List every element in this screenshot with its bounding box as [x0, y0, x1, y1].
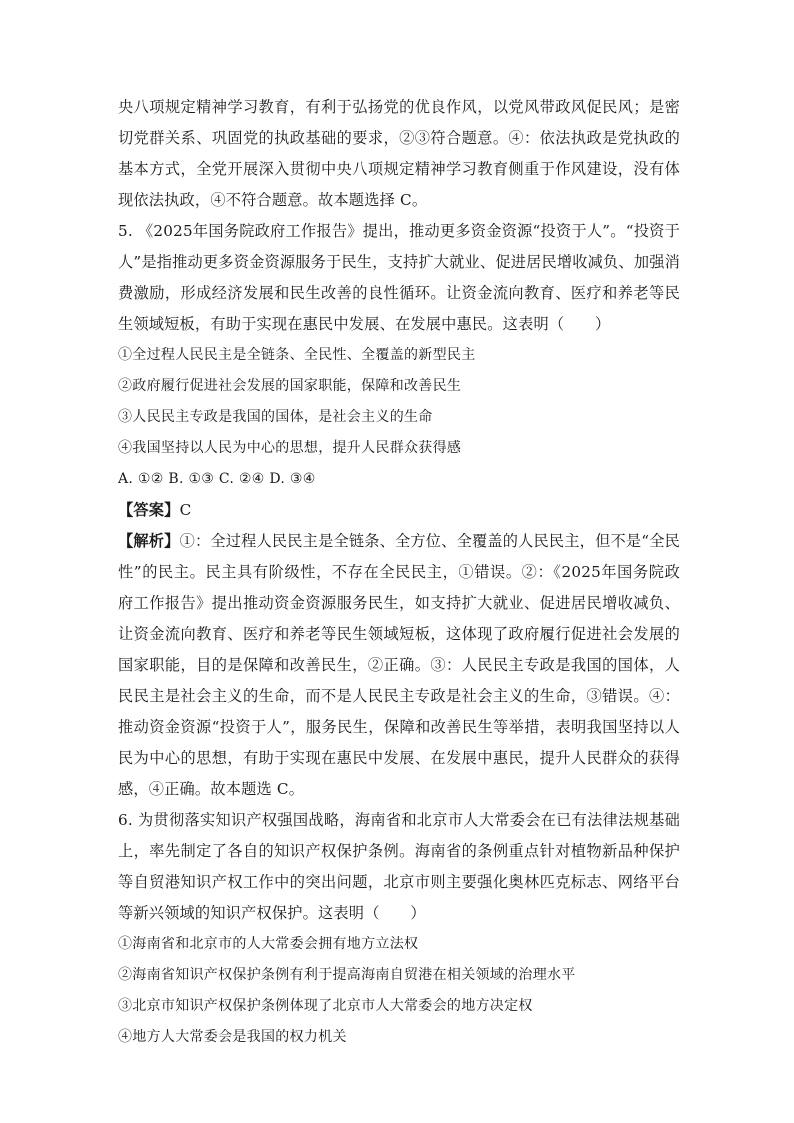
question-5-stem: 5. 《2025年国务院政府工作报告》提出，推动更多资金资源“投资于人”。“投资于人”是指推动更多资金资源服务于民生，支持扩大就业、促进居民增收减负、加强消费激励，形成经济发展和民生改善的良性循环。让资金流向教育、医疗和养老等民生领域短板，有助于实现在惠民中发展、在发展中惠民。这表明（ ） — [118, 222, 680, 333]
question-6-option-4: ④地方人大常委会是我国的权力机关 — [118, 1029, 347, 1045]
question-5-analysis — [118, 526, 680, 805]
analysis-text: ①：全过程人民民主是全链条、全方位、全覆盖的人民民主，但不是“全民性”的民主。民主具有阶级性，不存在全民民主，①错误。②：《2025年国务院政府工作报告》提出推动资金资源服务民生，如支持扩大就业、促进居民增收减负、让资金流向教育、医疗和养老等民生领域短板，这体现了政府履行促进社会发展的国家职能，目的是保障和改善民生，②正确。③：人民民主专政是我国的国体，人民民主是社会主义的生命，而不是人民民主专政是社会主义的生命，③错误。④：推动资金资源“投资于人”，服务民生，保障和改善民生等举措，表明我国坚持以人民为中心的思想，有助于实现在惠民中发展、在发展中惠民，提升人民群众的获得感，④正确。故本题选 C。 — [118, 532, 680, 798]
question-6-stem: 6. 为贯彻落实知识产权强国战略，海南省和北京市人大常委会在已有法律法规基础上，率先制定了各自的知识产权保护条例。海南省的条例重点针对植物新品种保护等自贸港知识产权工作中的突出问题，北京市则主要强化奥林匹克标志、网络平台等新兴领域的知识产权保护。这表明（ ） — [118, 811, 680, 922]
question-5-option-1: ①全过程人民民主是全链条、全民性、全覆盖的新型民主 — [118, 347, 476, 363]
question-6-option-1: ①海南省和北京市的人大常委会拥有地方立法权 — [118, 936, 419, 952]
question-5-option-4: ④我国坚持以人民为中心的思想，提升人民群众获得感 — [118, 440, 462, 456]
analysis-label: 【解析】 — [118, 532, 180, 550]
question-5-choices: A. ①② B. ①③ C. ②④ D. ③④ — [118, 471, 316, 487]
question-5-answer — [118, 495, 680, 526]
question-5-option-3: ③人民民主专政是我国的国体，是社会主义的生命 — [118, 409, 433, 425]
question-6-option-3: ③北京市知识产权保护条例体现了北京市人大常委会的地方决定权 — [118, 998, 533, 1014]
question-6-option-2: ②海南省知识产权保护条例有利于提高海南自贸港在相关领域的治理水平 — [118, 967, 576, 983]
answer-value: C — [179, 501, 192, 519]
previous-question-explanation: 央八项规定精神学习教育，有利于弘扬党的优良作风，以党风带政风促民风；是密切党群关系、巩固党的执政基础的要求，②③符合题意。④：依法执政是党执政的基本方式，全党开展深入贯彻中央八项规定精神学习教育侧重于作风建设，没有体现依法执政，④不符合题意。故本题选择 C。 — [118, 98, 680, 209]
question-5-option-2: ②政府履行促进社会发展的国家职能，保障和改善民生 — [118, 378, 462, 394]
document-page — [118, 92, 680, 1053]
answer-label: 【答案】 — [118, 501, 180, 519]
